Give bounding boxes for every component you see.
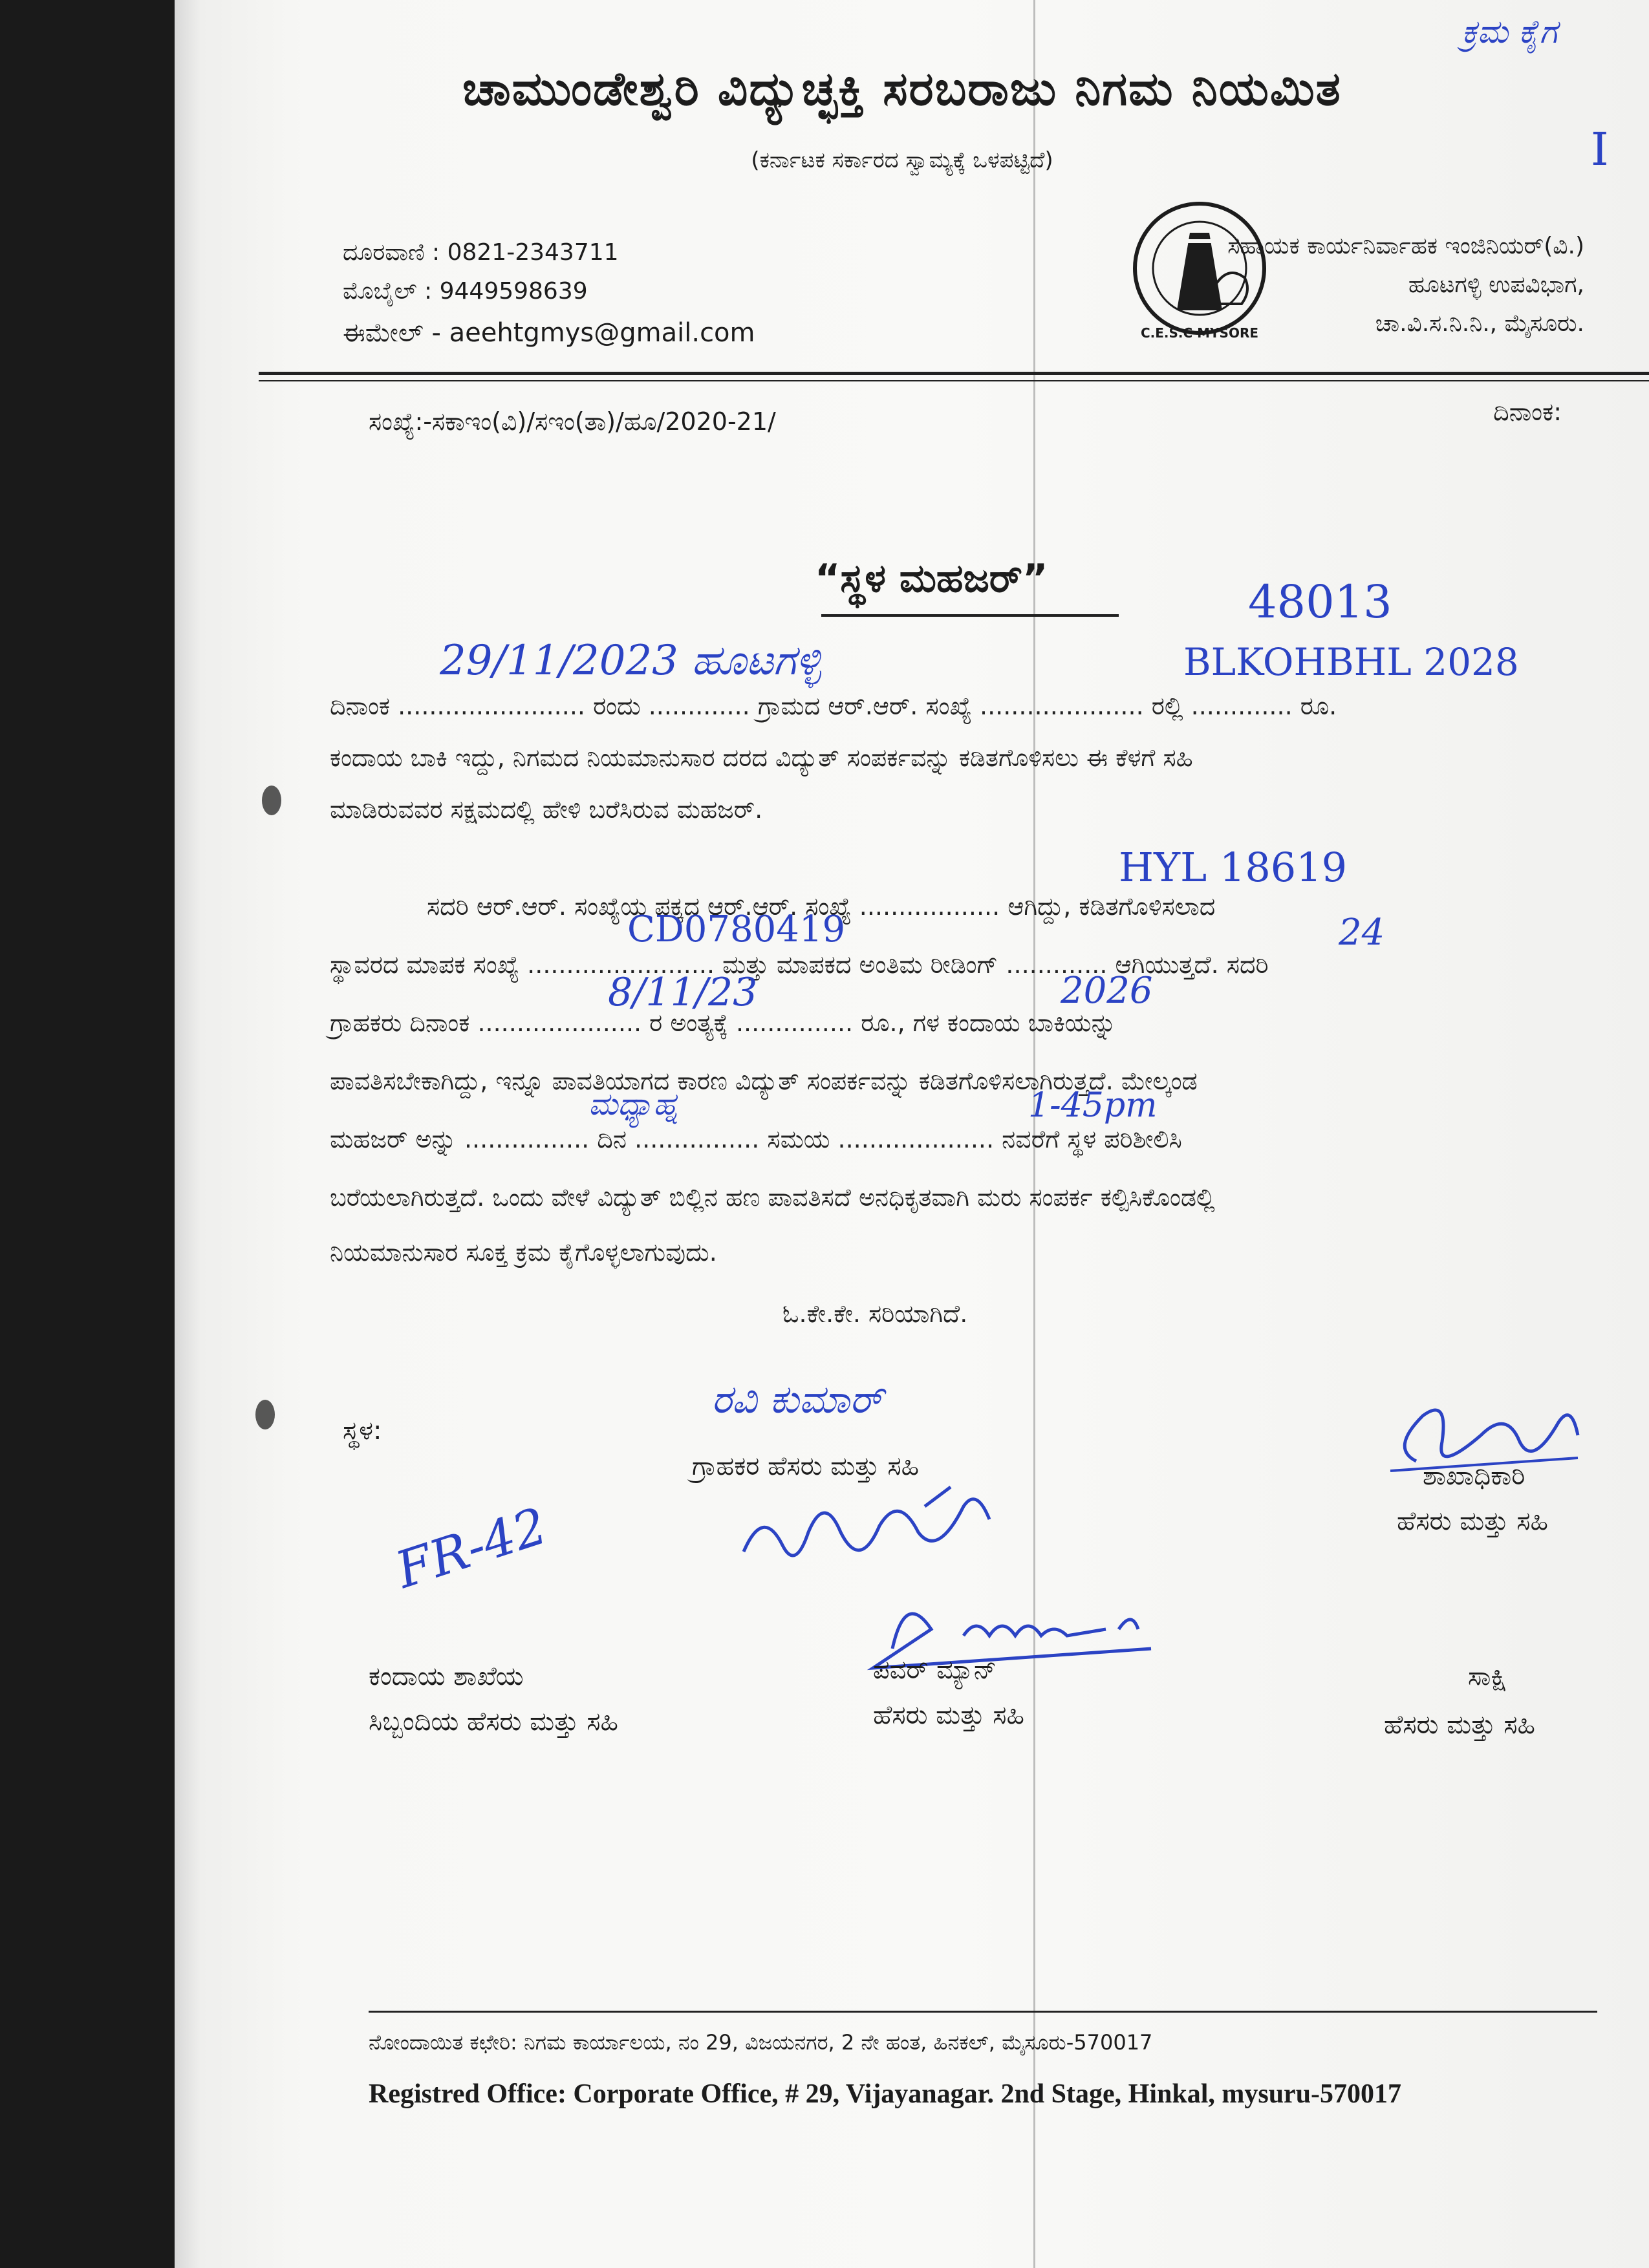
powerman-label-1: ಪವರ್ ಮ್ಯಾನ್ [873, 1655, 997, 1685]
email-address: ಈಮೇಲ್ - aeehtgmys@gmail.com [343, 318, 755, 348]
hand-adjacent-rr: HYL 18619 [1119, 844, 1348, 891]
org-title: ಚಾಮುಂಡೇಶ್ವರಿ ವಿದ್ಯುಚ್ಛಕ್ತಿ ಸರಬರಾಜು ನಿಗಮ ನಿಯಮಿತ [462, 61, 1342, 116]
document-heading: “ಸ್ಥಳ ಮಹಜರ್” [815, 556, 1048, 601]
punch-hole-top [262, 786, 281, 815]
mobile-number: ಮೊಬೈಲ್ : 9449598639 [343, 278, 588, 305]
para2-line2: ಸ್ಥಾವರದ ಮಾಪಕ ಸಂಖ್ಯೆ ........................ ಮತ್ತು ಮಾಪಕದ ಅಂತಿಮ ರೀಡಿಂಗ್ ............. ಆಗಿಯುತ್ತದೆ. ಸದರಿ [330, 950, 1269, 979]
office-line-3: ಚಾ.ವಿ.ಸ.ನಿ.ನಿ., ಮೈಸೂರು. [1375, 310, 1584, 337]
hand-arrears: 2026 [1061, 970, 1153, 1012]
footer-kannada: ನೋಂದಾಯಿತ ಕಛೇರಿ: ನಿಗಮ ಕಾರ್ಯಾಲಯ, ನಂ 29, ವಿಜಯನಗರ, 2 ನೇ ಹಂತ, ಹಿನಕಲ್, ಮೈಸೂರು-570017 [369, 2030, 1153, 2055]
phone-number: ದೂರವಾಣಿ : 0821-2343711 [343, 239, 619, 266]
org-subtitle: (ಕರ್ನಾಟಕ ಸರ್ಕಾರದ ಸ್ವಾಮ್ಯಕ್ಕೆ ಒಳಪಟ್ಟಿದೆ) [751, 147, 1053, 173]
para1-line2: ಕಂದಾಯ ಬಾಕಿ ಇದ್ದು, ನಿಗಮದ ನಿಯಮಾನುಸಾರ ದರದ ವಿದ್ಯುತ್ ಸಂಪರ್ಕವನ್ನು ಕಡಿತಗೊಳಿಸಲು ಈ ಕೆಳಗೆ ಸಹಿ [330, 744, 1193, 772]
hand-account-no: 48013 [1248, 575, 1392, 628]
para2-line6: ಬರೆಯಲಾಗಿರುತ್ತದೆ. ಒಂದು ವೇಳೆ ವಿದ್ಯುತ್ ಬಿಲ್ಲಿನ ಹಣ ಪಾವತಿಸದೆ ಅನಧಿಕೃತವಾಗಿ ಮರು ಸಂಪರ್ಕ ಕಲ್ಪಿಸಿಕೊಂಡಲ್ಲಿ [330, 1183, 1215, 1212]
revenue-label-2: ಸಿಬ್ಬಂದಿಯ ಹೆಸರು ಮತ್ತು ಸಹಿ [369, 1707, 618, 1737]
revenue-label-1: ಕಂದಾಯ ಶಾಖೆಯ [369, 1662, 524, 1691]
corner-mark: I [1591, 123, 1609, 176]
witness-label-1: ಸಾಕ್ಷಿ [1468, 1662, 1507, 1691]
hand-meter-no: CD0780419 [627, 908, 846, 950]
para1-line3: ಮಾಡಿರುವವರ ಸಕ್ಷಮದಲ್ಲಿ ಹೇಳಿ ಬರೆಸಿರುವ ಮಹಜರ್. [330, 795, 763, 824]
powerman-label-2: ಹೆಸರು ಮತ್ತು ಸಹಿ [873, 1700, 1024, 1730]
hand-consumer-name: ರವಿ ಕುಮಾರ್ [711, 1377, 883, 1422]
officer-title: ಶಾಖಾಧಿಕಾರಿ [1423, 1461, 1525, 1491]
consumer-signature [731, 1481, 1028, 1578]
document-page [175, 0, 1649, 2268]
header-rule-thick [259, 372, 1649, 375]
footer-english: Registred Office: Corporate Office, # 29, Vijayanagar. 2nd Stage, Hinkal, mysuru-570017 [369, 2079, 1402, 2109]
para2-line7: ನಿಯಮಾನುಸಾರ ಸೂಕ್ತ ಕ್ರಮ ಕೈಗೊಳ್ಳಲಾಗುವುದು. [330, 1238, 717, 1267]
para2-line3: ಗ್ರಾಹಕರು ದಿನಾಂಕ ..................... ರ ಅಂತ್ಯಕ್ಕೆ ............... ರೂ., ಗಳ ಕಂದಾಯ ಬಾಕಿಯನ್ನು [330, 1009, 1116, 1037]
scan-background [0, 0, 175, 2268]
date-label: ದಿನಾಂಕ: [1493, 398, 1562, 426]
place-label: ಸ್ಥಳ: [343, 1416, 382, 1446]
punch-hole-bottom [255, 1400, 275, 1429]
consumer-sign-label: ಗ್ರಾಹಕರ ಹೆಸರು ಮತ್ತು ಸಹಿ [692, 1451, 920, 1481]
corner-note: ಕ್ರಮ ಕೈಗ [1461, 13, 1557, 50]
heading-underline [821, 614, 1119, 617]
header-rule-thin [259, 380, 1649, 381]
office-line-2: ಹೂಟಗಳ್ಳಿ ಉಪವಿಭಾಗ, [1408, 272, 1584, 298]
hand-date-place: 29/11/2023 ಹೂಟಗಳ್ಳಿ [440, 637, 821, 685]
hand-time-to: 1-45pm [1028, 1086, 1158, 1125]
hand-place-value: FR-42 [389, 1497, 554, 1600]
witness-label-2: ಹೆಸರು ಮತ್ತು ಸಹಿ [1384, 1710, 1535, 1740]
cesc-logo [1125, 194, 1274, 343]
para2-line4: ಪಾವತಿಸಬೇಕಾಗಿದ್ದು, ಇನ್ನೂ ಪಾವತಿಯಾಗದ ಕಾರಣ ವಿದ್ಯುತ್ ಸಂಪರ್ಕವನ್ನು ಕಡಿತಗೊಳಿಸಲಾಗಿರುತ್ತದೆ. ಮೇಲ್ಕಂಡ [330, 1067, 1198, 1095]
hand-rr-no: BLKOHBHL 2028 [1183, 640, 1519, 684]
officer-sign-label: ಹೆಸರು ಮತ್ತು ಸಹಿ [1397, 1506, 1548, 1536]
footer-rule [369, 2011, 1597, 2013]
para2-line5: ಮಹಜರ್ ಅನ್ನು ................ ದಿನ ................ ಸಮಯ .................... ನವರೆಗೆ ಸ್ಥಳ ಪರಿಶೀಲಿಸಿ [330, 1125, 1182, 1153]
para2-line1: ಸದರಿ ಆರ್.ಆರ್. ಸಂಖ್ಯೆಯ ಪಕ್ಕದ ಆರ್.ಆರ್. ಸಂಖ್ಯೆ .................. ಆಗಿದ್ದು, ಕಡಿತಗೊಳಿಸಲಾದ [427, 892, 1216, 921]
hand-upto-date: 8/11/23 [608, 970, 758, 1015]
para1-line1: ದಿನಾಂಕ ........................ ರಂದು ............. ಗ್ರಾಮದ ಆರ್.ಆರ್. ಸಂಖ್ಯೆ ..................... ರಲ್ಲಿ ............. ರೂ. [330, 692, 1337, 720]
hand-final-reading: 24 [1339, 912, 1385, 954]
ok-note: ಓ.ಕೇ.ಕೇ. ಸರಿಯಾಗಿದೆ. [782, 1300, 968, 1328]
logo-text: C.E.S.C MYSORE [1140, 325, 1259, 341]
reference-number: ಸಂಖ್ಯೆ:-ಸಕಾಇಂ(ವಿ)/ಸಇಂ(ತಾ)/ಹೂ/2020-21/ [369, 407, 776, 436]
hand-time-from: ಮಧ್ಯಾಹ್ನ [588, 1086, 679, 1122]
office-line-1: ಸಹಾಯಕ ಕಾರ್ಯನಿರ್ವಾಹಕ ಇಂಜಿನಿಯರ್(ವಿ.) [1227, 233, 1584, 259]
